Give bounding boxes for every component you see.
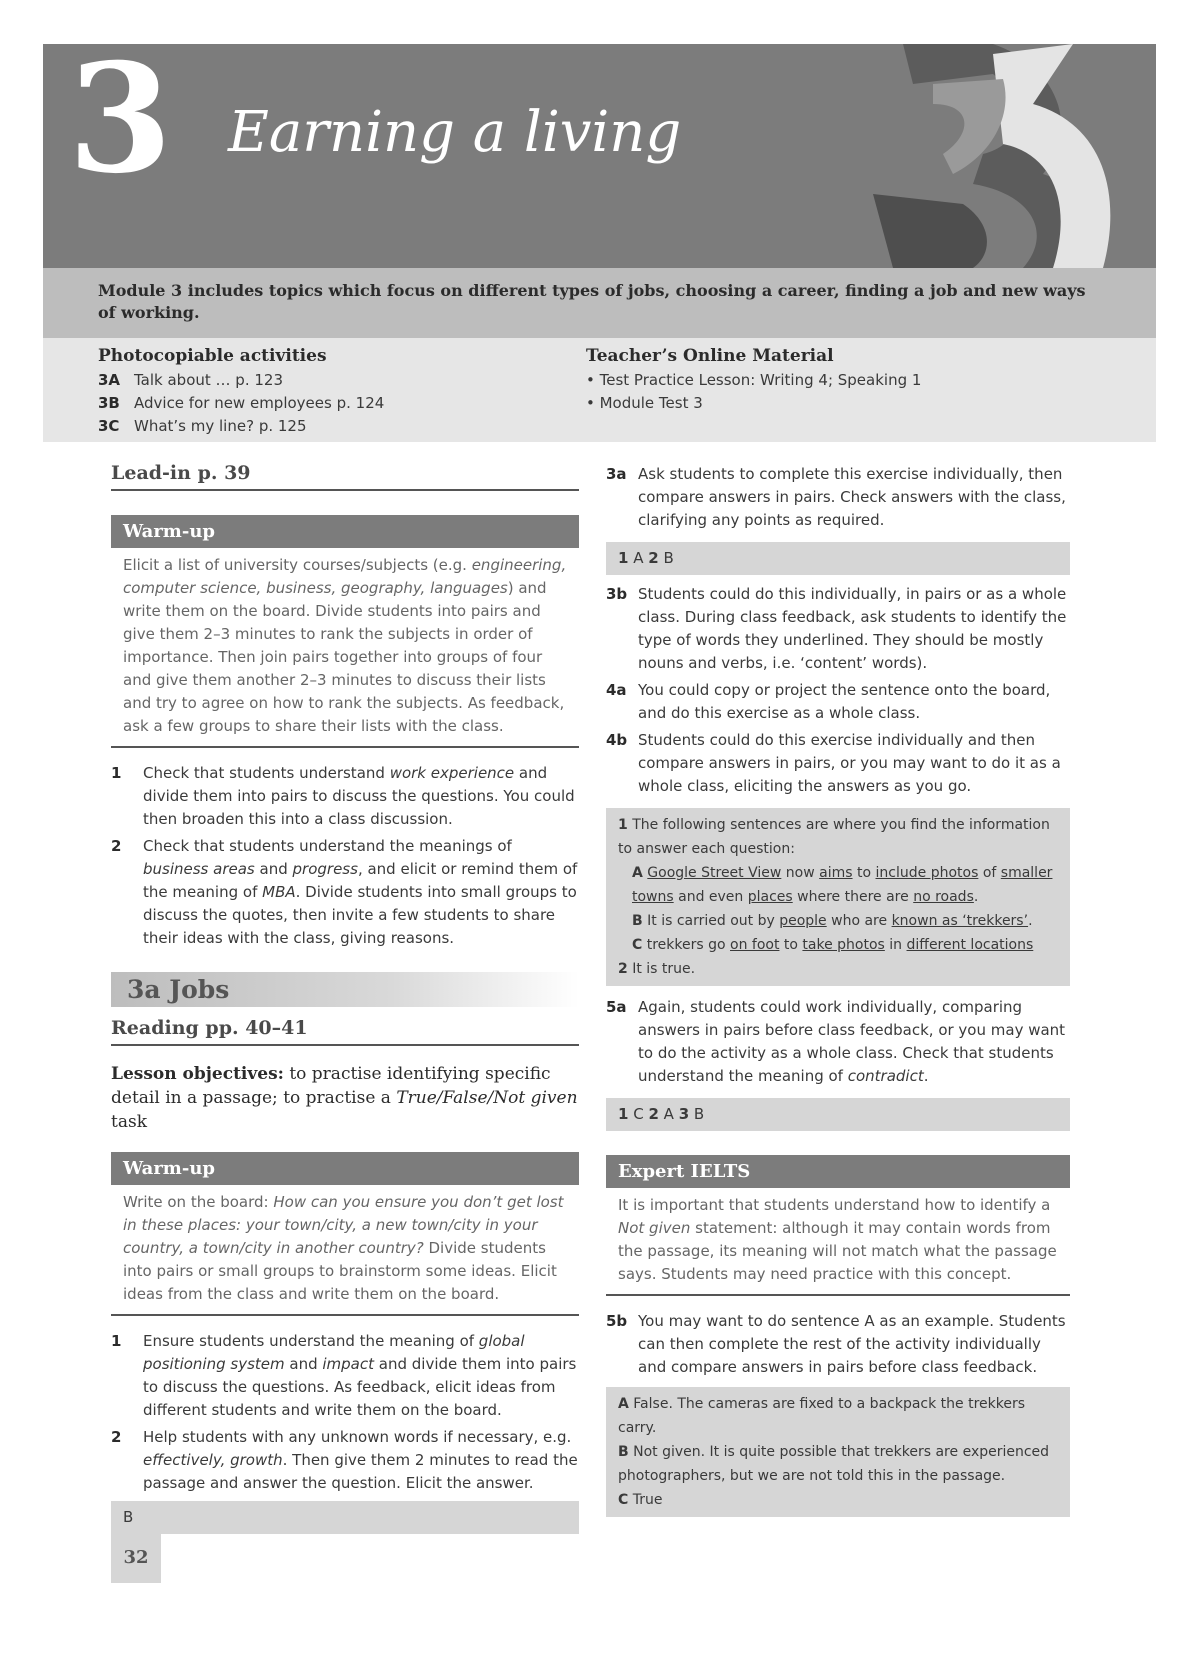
answer-key: 1 A 2 B xyxy=(606,542,1070,575)
key-line: 1 The following sentences are where you find the information to answer each question: xyxy=(618,817,1050,857)
step-item: 5a Again, students could work individually, comparing answers in pairs before class feedback, or you may want to do the activity as a whole class. Check that students understand the meaning of contradict. xyxy=(606,998,1066,1085)
module-intro-band xyxy=(43,268,1156,338)
answer-key xyxy=(606,1387,1070,1517)
step-item: 1 Ensure students understand the meaning of global positioning system and impact and divide them into pairs to discuss the questions. As feedback, elicit ideas from different students and write them on the board. xyxy=(111,1332,577,1419)
lesson-title: 3a Jobs xyxy=(111,972,579,1007)
warmup-box xyxy=(111,1152,579,1316)
expert-ielts-box xyxy=(606,1155,1070,1296)
warmup-heading: Warm-up xyxy=(111,515,579,548)
left-column xyxy=(111,462,579,1534)
reading-steps xyxy=(111,1330,579,1495)
activity-3a: 3A Talk about … p. 123 xyxy=(98,371,283,389)
leadin-steps xyxy=(111,762,579,950)
key-line: A False. The cameras are fixed to a backpack the trekkers carry. xyxy=(618,1396,1026,1436)
step-item: 2 Help students with any unknown words if necessary, e.g. effectively, growth. Then give them 2 minutes to read the passage and answer the question. Elicit the answer. xyxy=(111,1428,578,1492)
online-material xyxy=(586,346,921,415)
answer-key xyxy=(606,808,1070,986)
activity-3b: 3B Advice for new employees p. 124 xyxy=(98,394,385,412)
warmup-heading: Warm-up xyxy=(111,1152,579,1185)
photocopiable-activities xyxy=(98,346,384,438)
activity-3c: 3C What’s my line? p. 125 xyxy=(98,417,307,435)
right-column xyxy=(606,463,1070,1517)
key-line: C True xyxy=(618,1492,663,1508)
chapter-title: Earning a living xyxy=(228,100,682,165)
step-item: 4a You could copy or project the sentence onto the board, and do this exercise as a whole class. xyxy=(606,681,1051,722)
step-item: 3a Ask students to complete this exercise individually, then compare answers in pairs. Check answers with the class, clarifying any points as required. xyxy=(606,465,1066,529)
step-item: 3b Students could do this individually, in pairs or as a whole class. During class feedback, ask students to identify the type of words they underlined. They should be mostly nouns and verbs, i.e. ‘content’ words). xyxy=(606,585,1067,672)
expert-ielts-text: It is important that students understand how to identify a Not given statement: although it may contain words from the passage, its meaning will not match what the passage says. Students may need practice with this concept. xyxy=(606,1188,1070,1296)
online-item: • Module Test 3 xyxy=(586,394,703,412)
chapter-number-decoration xyxy=(873,44,1156,268)
leadin-title: Lead-in p. 39 xyxy=(111,462,579,491)
warmup-box xyxy=(111,515,579,748)
photocopiable-heading: Photocopiable activities xyxy=(98,346,327,366)
online-item: • Test Practice Lesson: Writing 4; Speaking 1 xyxy=(586,371,922,389)
key-line: B Not given. It is quite possible that trekkers are experienced photographers, but we are not told this in the passage. xyxy=(618,1444,1050,1484)
warmup-text: Write on the board: How can you ensure you don’t get lost in these places: your town/city, a new town/city in your country, a town/city in another country? Divide students into pairs or small groups to brainstorm some ideas. Elicit ideas from the class and write them on the board. xyxy=(111,1185,579,1316)
warmup-text: Elicit a list of university courses/subjects (e.g. engineering, computer science, business, geography, languages) and write them on the board. Divide students into pairs and give them 2–3 minutes to rank the subjects in order of importance. Then join pairs together into groups of four and give them another 2–3 minutes to discuss their lists and try to agree on how to rank the subjects. As feedback, ask a few groups to share their lists with the class. xyxy=(111,548,579,748)
step-item: 4b Students could do this exercise individually and then compare answers in pairs, or you may want to do it as a whole class, eliciting the answers as you go. xyxy=(606,731,1061,795)
key-line: B It is carried out by people who are known as ‘trekkers’. xyxy=(632,913,1033,929)
page-number: 32 xyxy=(111,1533,161,1583)
answer-key: 1 C 2 A 3 B xyxy=(606,1098,1070,1131)
chapter-number: 3 xyxy=(68,31,173,207)
resources-band xyxy=(43,338,1156,442)
step-item: 1 Check that students understand work experience and divide them into pairs to discuss the questions. You could then broaden this into a class discussion. xyxy=(111,764,575,828)
module-intro: Module 3 includes topics which focus on different types of jobs, choosing a career, finding a job and new ways of working. xyxy=(98,281,1086,322)
online-heading: Teacher’s Online Material xyxy=(586,346,834,366)
step-item: 5b You may want to do sentence A as an example. Students can then complete the rest of the activity individually and compare answers in pairs before class feedback. xyxy=(606,1312,1066,1376)
step-item: 2 Check that students understand the meanings of business areas and progress, and elicit or remind them of the meaning of MBA. Divide students into small groups to discuss the quotes, then invite a few students to share their ideas with the class, giving reasons. xyxy=(111,837,578,947)
reading-title: Reading pp. 40–41 xyxy=(111,1017,579,1046)
key-line: 2 It is true. xyxy=(618,961,696,977)
expert-ielts-heading: Expert IELTS xyxy=(606,1155,1070,1188)
key-line: A Google Street View now aims to include photos of smaller towns and even places where there are no roads. xyxy=(632,865,1053,905)
lesson-objectives: Lesson objectives: to practise identifying specific detail in a passage; to practise a True/False/Not given task xyxy=(111,1064,578,1132)
answer-key: B xyxy=(111,1501,579,1534)
key-line: C trekkers go on foot to take photos in different locations xyxy=(632,937,1034,953)
